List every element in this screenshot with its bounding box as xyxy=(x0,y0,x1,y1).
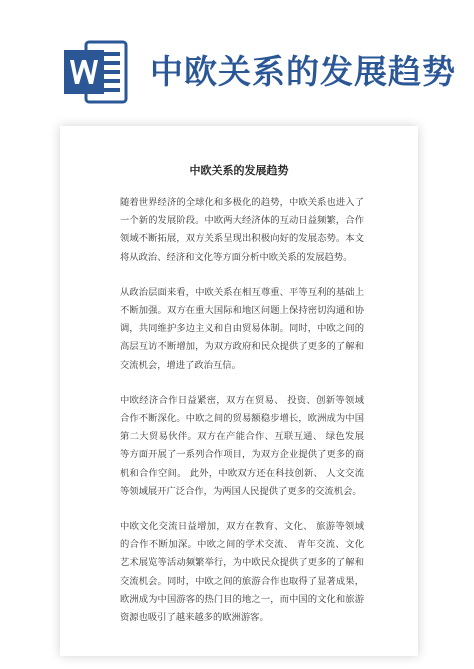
paragraph-intro: 随着世界经济的全球化和多极化的趋势，中欧关系也进入了一个新的发展阶段。中欧两大经济体的互动日益频繁，合作领域不断拓展，双方关系呈现出积极向好的发展态势。本文将从政治、经济和文化等方面分析中欧关系的发展趋势。 xyxy=(120,197,364,263)
document-body xyxy=(120,194,364,644)
paragraph-culture: 中欧文化交流日益增加，双方在教育、文化、 旅游等领域的合作不断加深。中欧之间的学术交流、 青年交流、文化艺术展览等活动频繁举行，为中欧民众提供了更多的了解和交流机会。同时，中欧之间的旅游合作也取得了显著成果，欧洲成为中国游客的热门目的地之一，而中国的文化和旅游资源也吸引了越来越多的欧洲游客。 xyxy=(120,521,364,624)
document-title: 中欧关系的发展趋势 xyxy=(189,164,289,177)
header-title: 中欧关系的发展趋势 xyxy=(150,52,456,91)
document-page xyxy=(60,126,418,656)
paragraph-politics: 从政治层面来看，中欧关系在相互尊重、平等互利的基础上不断加强。双方在重大国际和地区问题上保持密切沟通和协调，共同维护多边主义和自由贸易体制。同时，中欧之间的高层互访不断增加，为双方政府和民众提供了更多的了解和交流机会，增进了政治互信。 xyxy=(120,286,364,371)
word-document-icon xyxy=(60,36,132,108)
header-banner xyxy=(0,0,474,118)
paragraph-economy: 中欧经济合作日益紧密，双方在贸易、 投资、创新等领域合作不断深化。中欧之间的贸易额稳步增长，欧洲成为中国第二大贸易伙伴。双方在产能合作、互联互通、 绿色发展等方面开展了一系列合作项目，为双方企业提供了更多的商机和合作空间。 此外，中欧双方还在科技创新、 人文交流等领域展开广泛合作，为两国人民提供了更多的交流机会。 xyxy=(120,394,364,497)
